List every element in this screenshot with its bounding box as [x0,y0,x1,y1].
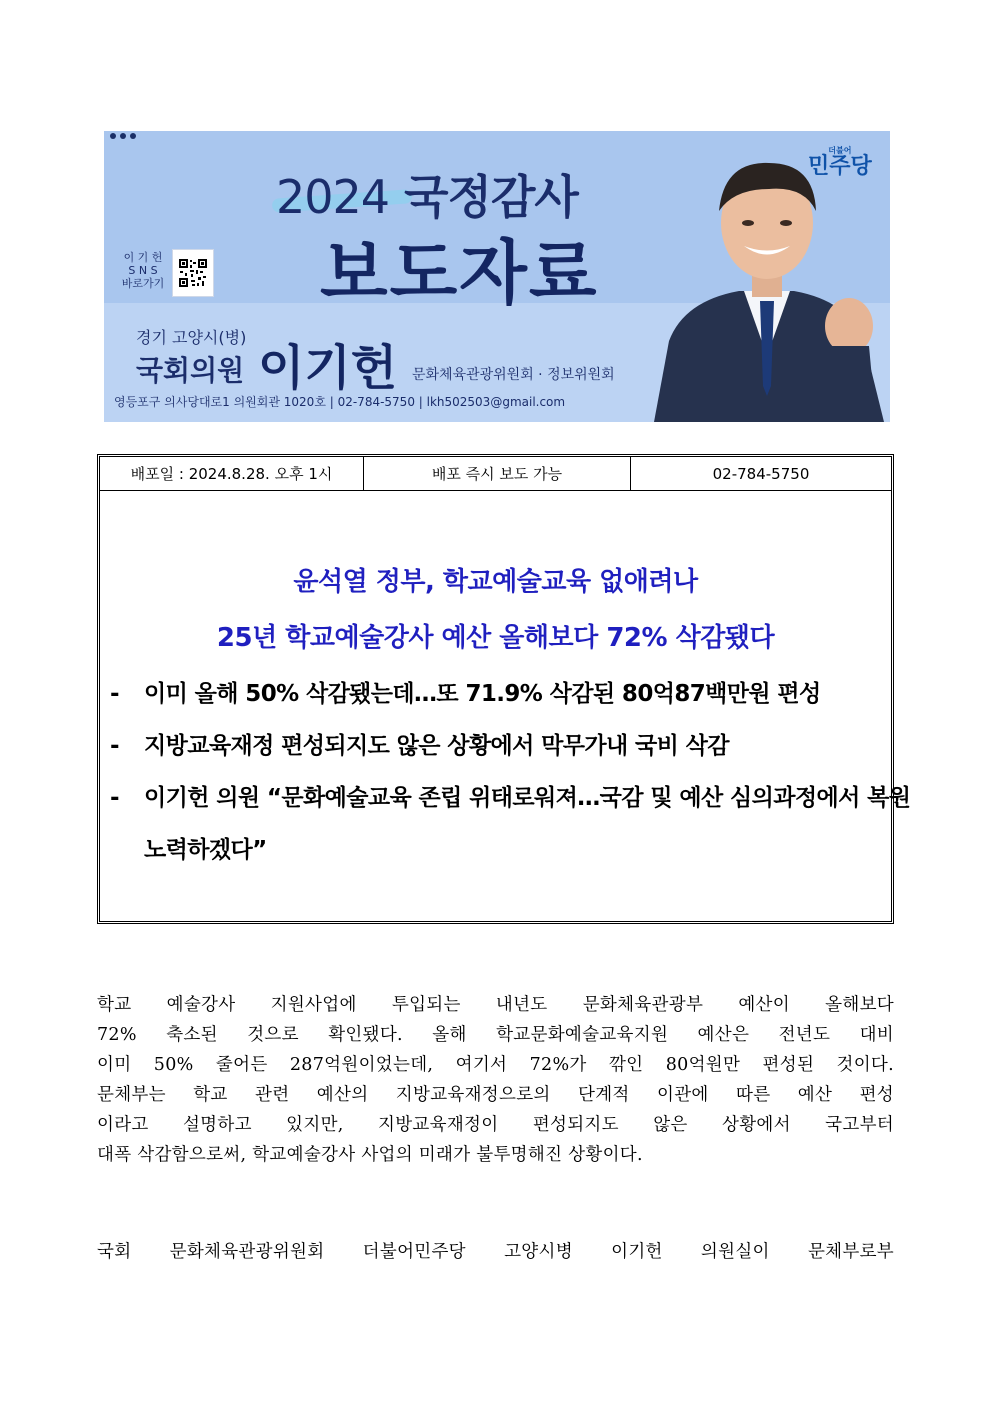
embargo-note: 배포 즉시 보도 가능 [364,457,631,490]
paragraph-line: 학교 예술강사 지원사업에 투입되는 내년도 문화체육관광부 예산이 올해보다 [97,995,894,1015]
bullet-item: - 이기헌 의원 “문화예술교육 존립 위태로워져…국감 및 예산 심의과정에서 복원 [110,785,911,811]
bullet-item: - 이미 올해 50% 삭감됐는데…또 71.9% 삭감된 80억87백만원 편성 [110,681,821,707]
paragraph-line: 국회 문화체육관광위원회 더불어민주당 고양시병 이기헌 의원실이 문체부로부 [97,1242,894,1262]
bullet-text: 지방교육재정 편성되지도 않은 상황에서 막무가내 국비 삭감 [144,733,729,759]
dots-decoration [110,133,136,139]
sns-label [114,251,172,290]
sns-line: 바로가기 [121,277,165,290]
sns-line: S N S [128,264,158,277]
press-release-banner [104,131,890,422]
bullet-text: 이기헌 의원 “문화예술교육 존립 위태로워져…국감 및 예산 심의과정에서 복원 [144,785,911,811]
release-info-row [100,457,891,491]
paragraph-line: 이미 50% 줄어든 287억원이었는데, 여기서 72%가 깎인 80억원만 편성된 것이다. [97,1055,894,1075]
summary-box [97,454,911,924]
role-label: 국회의원 [136,354,245,387]
bullet-item: - 지방교육재정 편성되지도 않은 상황에서 막무가내 국비 삭감 [110,733,729,759]
release-date: 배포일 : 2024.8.28. 오후 1시 [100,457,364,490]
lawmaker-name: 이기헌 [258,340,398,396]
qr-code-icon[interactable] [172,249,214,297]
body-paragraph [97,1237,894,1267]
body-paragraph [97,990,894,1170]
region-label: 경기 고양시(병) [136,328,247,347]
paragraph-line: 문체부는 학교 관련 예산의 지방교육재정으로의 단계적 이관에 따른 예산 편성 [97,1085,894,1105]
title-year: 2024 [276,170,390,224]
paragraph-line: 72% 축소된 것으로 확인됐다. 올해 학교문화예술교육지원 예산은 전년도 대비 [97,1025,894,1045]
banner-subtitle: 보도자료 [320,232,599,314]
headline-1: 윤석열 정부, 학교예술교육 없애려나 [293,567,698,597]
contact-info: 영등포구 의사당대로1 의원회관 1020호 | 02-784-5750 | lkh502503@gmail.com [114,395,566,409]
bullet-text: 이미 올해 50% 삭감됐는데…또 71.9% 삭감된 80억87백만원 편성 [144,681,821,707]
headline-2: 25년 학교예술강사 예산 올해보다 72% 삭감됐다 [216,623,775,653]
party-logo-small: 더불어 [828,146,852,155]
contact-phone: 02-784-5750 [712,464,810,483]
paragraph-line: 이라고 설명하고 있지만, 지방교육재정이 편성되지도 않은 상황에서 국고부터 [97,1115,894,1135]
title-main: 국정감사 [404,170,578,224]
committee-label: 문화체육관광위원회 · 정보위원회 [412,367,615,383]
party-logo-text: 민주당 [808,154,872,179]
lawmaker-photo [644,151,890,422]
paragraph-line: 대폭 삭감함으로써, 학교예술강사 사업의 미래가 불투명해진 상황이다. [97,1145,643,1165]
sns-line: 이 기 헌 [123,251,163,264]
bullet-continuation: 노력하겠다” [144,837,267,863]
